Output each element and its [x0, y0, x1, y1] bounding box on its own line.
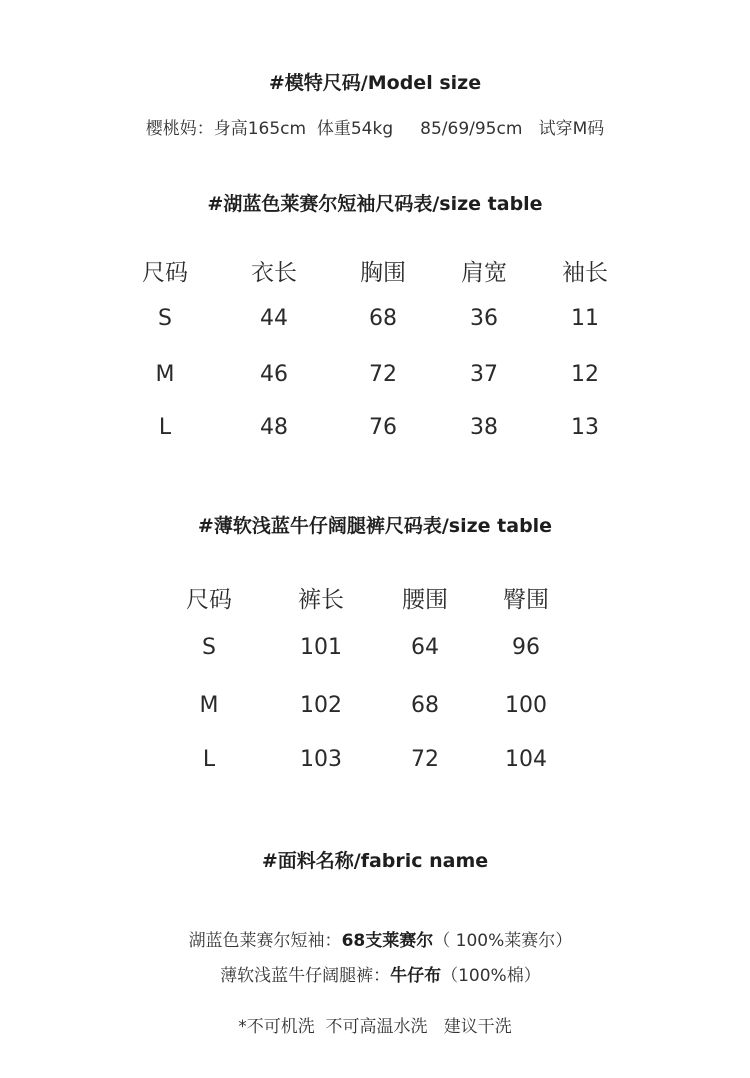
column-header: 裤长	[298, 587, 344, 613]
top-size-table-heading: #湖蓝色莱赛尔短袖尺码表/size table	[207, 193, 543, 215]
measurement-cell: 13	[571, 415, 599, 440]
column-header: 胸围	[360, 260, 406, 286]
size-label-cell: L	[158, 415, 172, 440]
fabric-item-label: 湖蓝色莱赛尔短袖：	[188, 931, 342, 951]
column-header: 腰围	[402, 587, 448, 613]
measurement-cell: 101	[300, 635, 342, 660]
measurement-cell: 96	[512, 635, 540, 660]
measurement-cell: 46	[260, 362, 288, 387]
measurement-cell: 44	[260, 306, 288, 331]
measurement-cell: 11	[571, 306, 599, 331]
measurement-cell: 68	[411, 693, 439, 718]
fabric-item-material: 68支莱赛尔	[341, 931, 434, 951]
size-label-cell: S	[202, 635, 216, 660]
measurement-cell: 38	[470, 415, 498, 440]
column-header: 臀围	[503, 587, 549, 613]
measurement-cell: 37	[470, 362, 498, 387]
fabric-item-material: 牛仔布	[390, 966, 442, 986]
measurement-cell: 64	[411, 635, 439, 660]
column-header: 衣长	[251, 260, 297, 286]
fabric-item-label: 薄软浅蓝牛仔阔腿裤：	[220, 966, 391, 986]
fabric-item-composition: （ 100%莱赛尔）	[433, 931, 573, 951]
column-header: 尺码	[142, 260, 188, 286]
measurement-cell: 72	[411, 747, 439, 772]
measurement-cell: 12	[571, 362, 599, 387]
fabric-item-composition: （100%棉）	[441, 966, 541, 986]
care-instructions: *不可机洗 不可高温水洗 建议干洗	[238, 1017, 512, 1037]
measurement-cell: 36	[470, 306, 498, 331]
fabric-line-pants	[0, 941, 750, 986]
measurement-cell: 72	[369, 362, 397, 387]
measurement-cell: 68	[369, 306, 397, 331]
size-label-cell: M	[199, 693, 219, 718]
size-label-cell: M	[155, 362, 175, 387]
size-label-cell: L	[202, 747, 216, 772]
measurement-cell: 100	[505, 693, 547, 718]
size-label-cell: S	[158, 306, 172, 331]
measurement-cell: 102	[300, 693, 342, 718]
measurement-cell: 76	[369, 415, 397, 440]
model-measurements: 樱桃妈：身高165cm 体重54kg 85/69/95cm 试穿M码	[145, 119, 605, 139]
fabric-heading: #面料名称/fabric name	[261, 850, 489, 872]
measurement-cell: 103	[300, 747, 342, 772]
measurement-cell: 48	[260, 415, 288, 440]
column-header: 肩宽	[461, 260, 507, 286]
model-size-heading: #模特尺码/Model size	[268, 72, 482, 94]
column-header: 袖长	[562, 260, 608, 286]
pants-size-table-heading: #薄软浅蓝牛仔阔腿裤尺码表/size table	[197, 515, 553, 537]
measurement-cell: 104	[505, 747, 547, 772]
column-header: 尺码	[186, 587, 232, 613]
